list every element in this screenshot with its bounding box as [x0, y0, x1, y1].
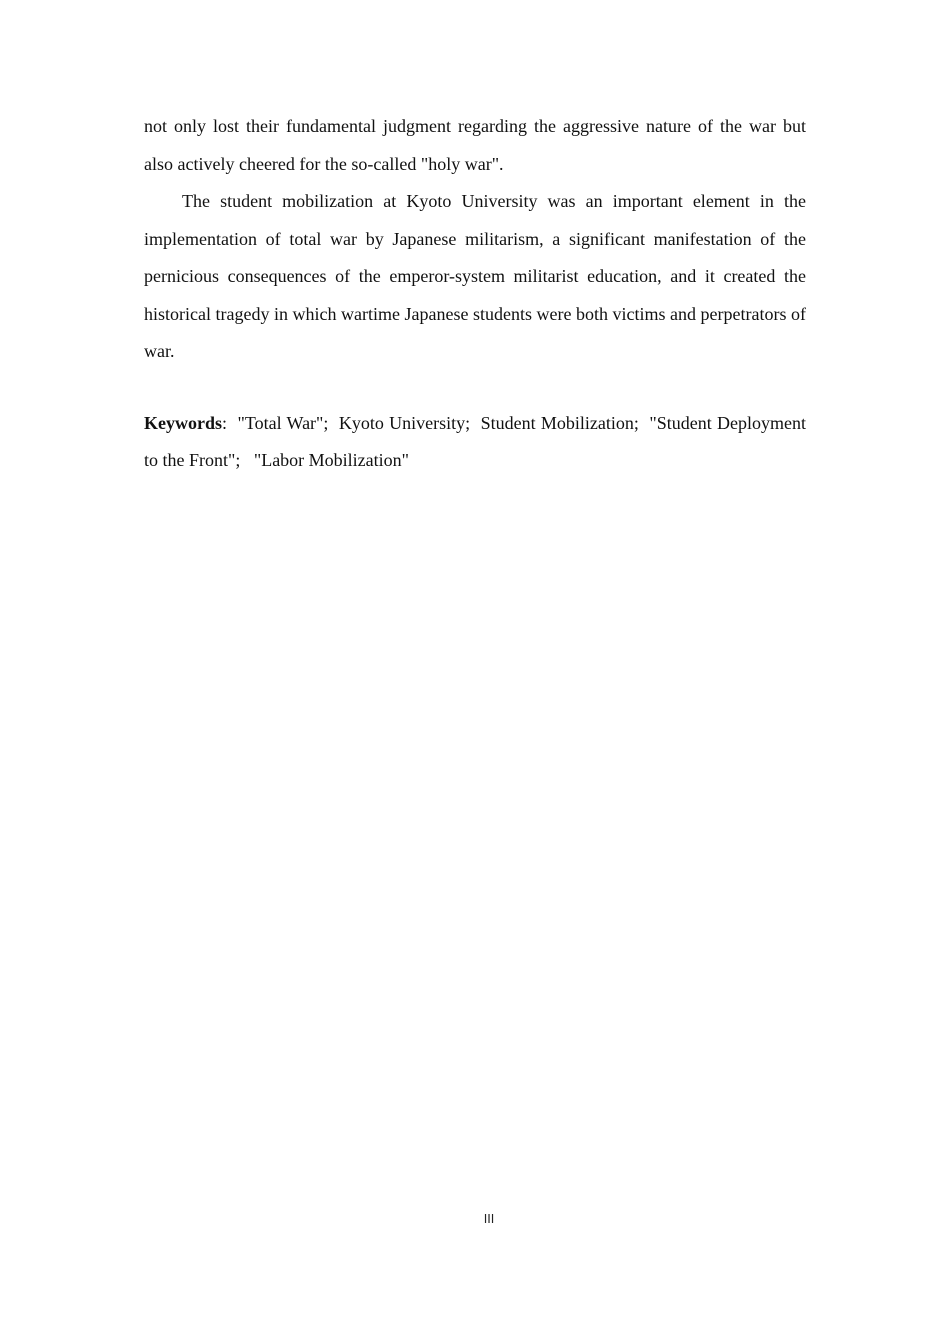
keywords-label: Keywords: [144, 412, 222, 433]
keywords-text: "Total War"; Kyoto University; Student Mobilization; "Student Deployment to the Front"; "Labor Mobilization": [144, 412, 806, 470]
paragraph-continuation: not only lost their fundamental judgment regarding the aggressive nature of the war but also actively cheered for the so-called "holy war".: [144, 116, 806, 174]
keywords-line: [144, 405, 806, 480]
abstract-body: [144, 108, 806, 480]
paragraph-conclusion: The student mobilization at Kyoto University was an important element in the implementation of total war by Japanese militarism, a significant manifestation of the pernicious consequences of the emperor-system militarist education, and it created the historical tragedy in which wartime Japanese students were both victims and perpetrators of war.: [144, 191, 806, 361]
page-number: III: [483, 1212, 495, 1226]
keywords-separator: :: [222, 412, 228, 433]
